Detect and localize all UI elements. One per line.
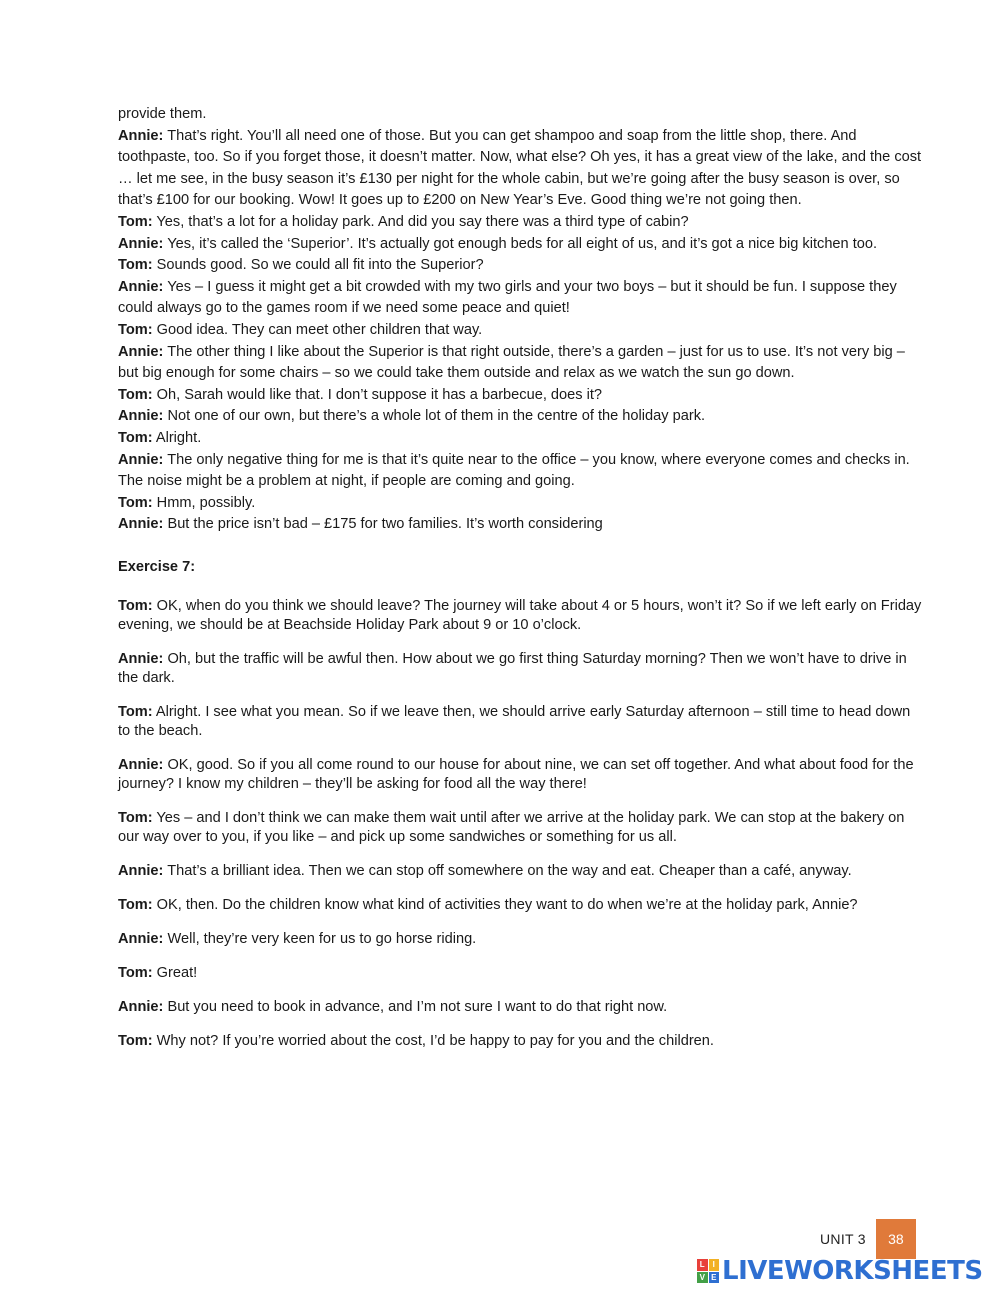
speaker-name: Annie: (118, 408, 164, 425)
dialogue-line (118, 255, 926, 277)
dialogue-text: OK, then. Do the children know what kind of activities they want to do when we’re at the holiday park, Annie? (152, 896, 858, 913)
dialogue-text: Oh, but the traffic will be awful then. How about we go first thing Saturday morning? Then we won’t have to drive in the dark. (118, 650, 907, 686)
dialogue-text: Hmm, possibly. (152, 494, 256, 511)
dialogue-text: Alright. (152, 429, 202, 446)
dialogue-text: The only negative thing for me is that it’s quite near to the office – you know, where everyone comes and checks in. The noise might be a problem at night, if people are coming and going. (118, 451, 910, 490)
dialogue-line (118, 320, 926, 342)
transcript-part-2 (118, 597, 926, 1051)
dialogue-line (118, 104, 926, 126)
dialogue-text: Yes, that’s a lot for a holiday park. And did you say there was a third type of cabin? (152, 213, 689, 230)
speaker-name: Annie: (118, 756, 164, 773)
dialogue-line (118, 514, 926, 536)
speaker-name: Tom: (118, 1032, 153, 1049)
dialogue-line (118, 930, 926, 949)
dialogue-line (118, 234, 926, 256)
dialogue-text: provide them. (118, 106, 207, 122)
speaker-name: Annie: (118, 998, 164, 1015)
dialogue-line (118, 896, 926, 915)
dialogue-line (118, 385, 926, 407)
speaker-name: Tom: (118, 703, 153, 720)
page-footer (820, 1219, 916, 1259)
dialogue-line (118, 964, 926, 983)
speaker-name: Tom: (118, 597, 153, 614)
liveworksheets-logo (697, 1256, 983, 1286)
speaker-name: Tom: (118, 896, 153, 913)
dialogue-text: The other thing I like about the Superior is that right outside, there’s a garden – just for us to use. It’s not very big – but big enough for some chairs – so we could take them outside and relax as we watch the sun go down. (118, 343, 905, 382)
speaker-name: Tom: (118, 257, 153, 274)
speaker-name: Tom: (118, 321, 153, 338)
dialogue-line (118, 428, 926, 450)
dialogue-line (118, 126, 926, 212)
speaker-name: Tom: (118, 494, 153, 511)
logo-cube-icon (697, 1259, 719, 1283)
speaker-name: Annie: (118, 278, 164, 295)
dialogue-text: But the price isn’t bad – £175 for two families. It’s worth considering (163, 516, 603, 533)
dialogue-line (118, 998, 926, 1017)
speaker-name: Annie: (118, 451, 164, 468)
dialogue-line (118, 277, 926, 320)
dialogue-line (118, 493, 926, 515)
dialogue-text: Sounds good. So we could all fit into the Superior? (152, 257, 484, 274)
speaker-name: Annie: (118, 343, 164, 360)
speaker-name: Annie: (118, 516, 164, 533)
exercise-heading: Exercise 7: (118, 558, 196, 575)
dialogue-line (118, 342, 926, 385)
dialogue-line (118, 650, 926, 688)
speaker-name: Annie: (118, 235, 164, 252)
dialogue-text: Why not? If you’re worried about the cost, I’d be happy to pay for you and the children. (152, 1032, 714, 1049)
speaker-name: Annie: (118, 862, 164, 879)
dialogue-line (118, 1032, 926, 1051)
dialogue-line (118, 756, 926, 794)
dialogue-text: Yes – I guess it might get a bit crowded with my two girls and your two boys – but it should be fun. I suppose they could always go to the games room if we need some peace and quiet! (118, 278, 897, 317)
speaker-name: Annie: (118, 650, 164, 667)
worksheet-page (118, 104, 926, 1066)
speaker-name: Tom: (118, 429, 153, 446)
brand-name: LIVEWORKSHEETS (722, 1256, 983, 1286)
speaker-name: Annie: (118, 127, 164, 144)
dialogue-line (118, 809, 926, 847)
unit-label: UNIT 3 (820, 1231, 866, 1247)
dialogue-line (118, 703, 926, 741)
dialogue-text: Alright. I see what you mean. So if we leave then, we should arrive early Saturday afternoon – still time to head down to the beach. (118, 703, 911, 739)
dialogue-text: Yes – and I don’t think we can make them wait until after we arrive at the holiday park. We can stop at the bakery on our way over to you, if you like – and pick up some sandwiches or something for us all. (118, 809, 905, 845)
dialogue-line (118, 450, 926, 493)
logo-cube-tile: I (709, 1259, 720, 1271)
dialogue-text: OK, when do you think we should leave? The journey will take about 4 or 5 hours, won’t it? So if we left early on Friday evening, we should be at Beachside Holiday Park about 9 or 10 o’clock. (118, 597, 922, 633)
speaker-name: Tom: (118, 386, 153, 403)
dialogue-line (118, 862, 926, 881)
speaker-name: Tom: (118, 964, 153, 981)
dialogue-text: That’s right. You’ll all need one of those. But you can get shampoo and soap from the little shop, there. And toothpaste, too. So if you forget those, it doesn’t matter. Now, what else? Oh yes, it has a great view of the lake, and the cost … let me see, in the busy season it’s £130 per night for the whole cabin, but we’re going after the busy season is over, so that’s £100 for our booking. Wow! It goes up to £200 on New Year’s Eve. Good thing we’re not going then. (118, 127, 922, 209)
logo-cube-tile: V (697, 1272, 708, 1284)
dialogue-text: Oh, Sarah would like that. I don’t suppose it has a barbecue, does it? (152, 386, 603, 403)
dialogue-line (118, 406, 926, 428)
transcript-part-1 (118, 104, 926, 536)
dialogue-text: Good idea. They can meet other children that way. (152, 321, 483, 338)
dialogue-line (118, 597, 926, 635)
dialogue-text: Not one of our own, but there’s a whole lot of them in the centre of the holiday park. (163, 408, 706, 425)
speaker-name: Tom: (118, 213, 153, 230)
dialogue-text: That’s a brilliant idea. Then we can stop off somewhere on the way and eat. Cheaper than a café, anyway. (163, 862, 852, 879)
dialogue-text: Well, they’re very keen for us to go horse riding. (163, 930, 477, 947)
dialogue-text: OK, good. So if you all come round to our house for about nine, we can set off together. And what about food for the journey? I know my children – they’ll be asking for food all the way there! (118, 756, 914, 792)
page-number-badge: 38 (876, 1219, 916, 1259)
dialogue-text: Great! (152, 964, 198, 981)
dialogue-line (118, 212, 926, 234)
dialogue-text: Yes, it’s called the ‘Superior’. It’s actually got enough beds for all eight of us, and it’s got a nice big kitchen too. (163, 235, 878, 252)
logo-cube-tile: L (697, 1259, 708, 1271)
speaker-name: Tom: (118, 809, 153, 826)
logo-cube-tile: E (709, 1272, 720, 1284)
dialogue-text: But you need to book in advance, and I’m not sure I want to do that right now. (163, 998, 668, 1015)
speaker-name: Annie: (118, 930, 164, 947)
